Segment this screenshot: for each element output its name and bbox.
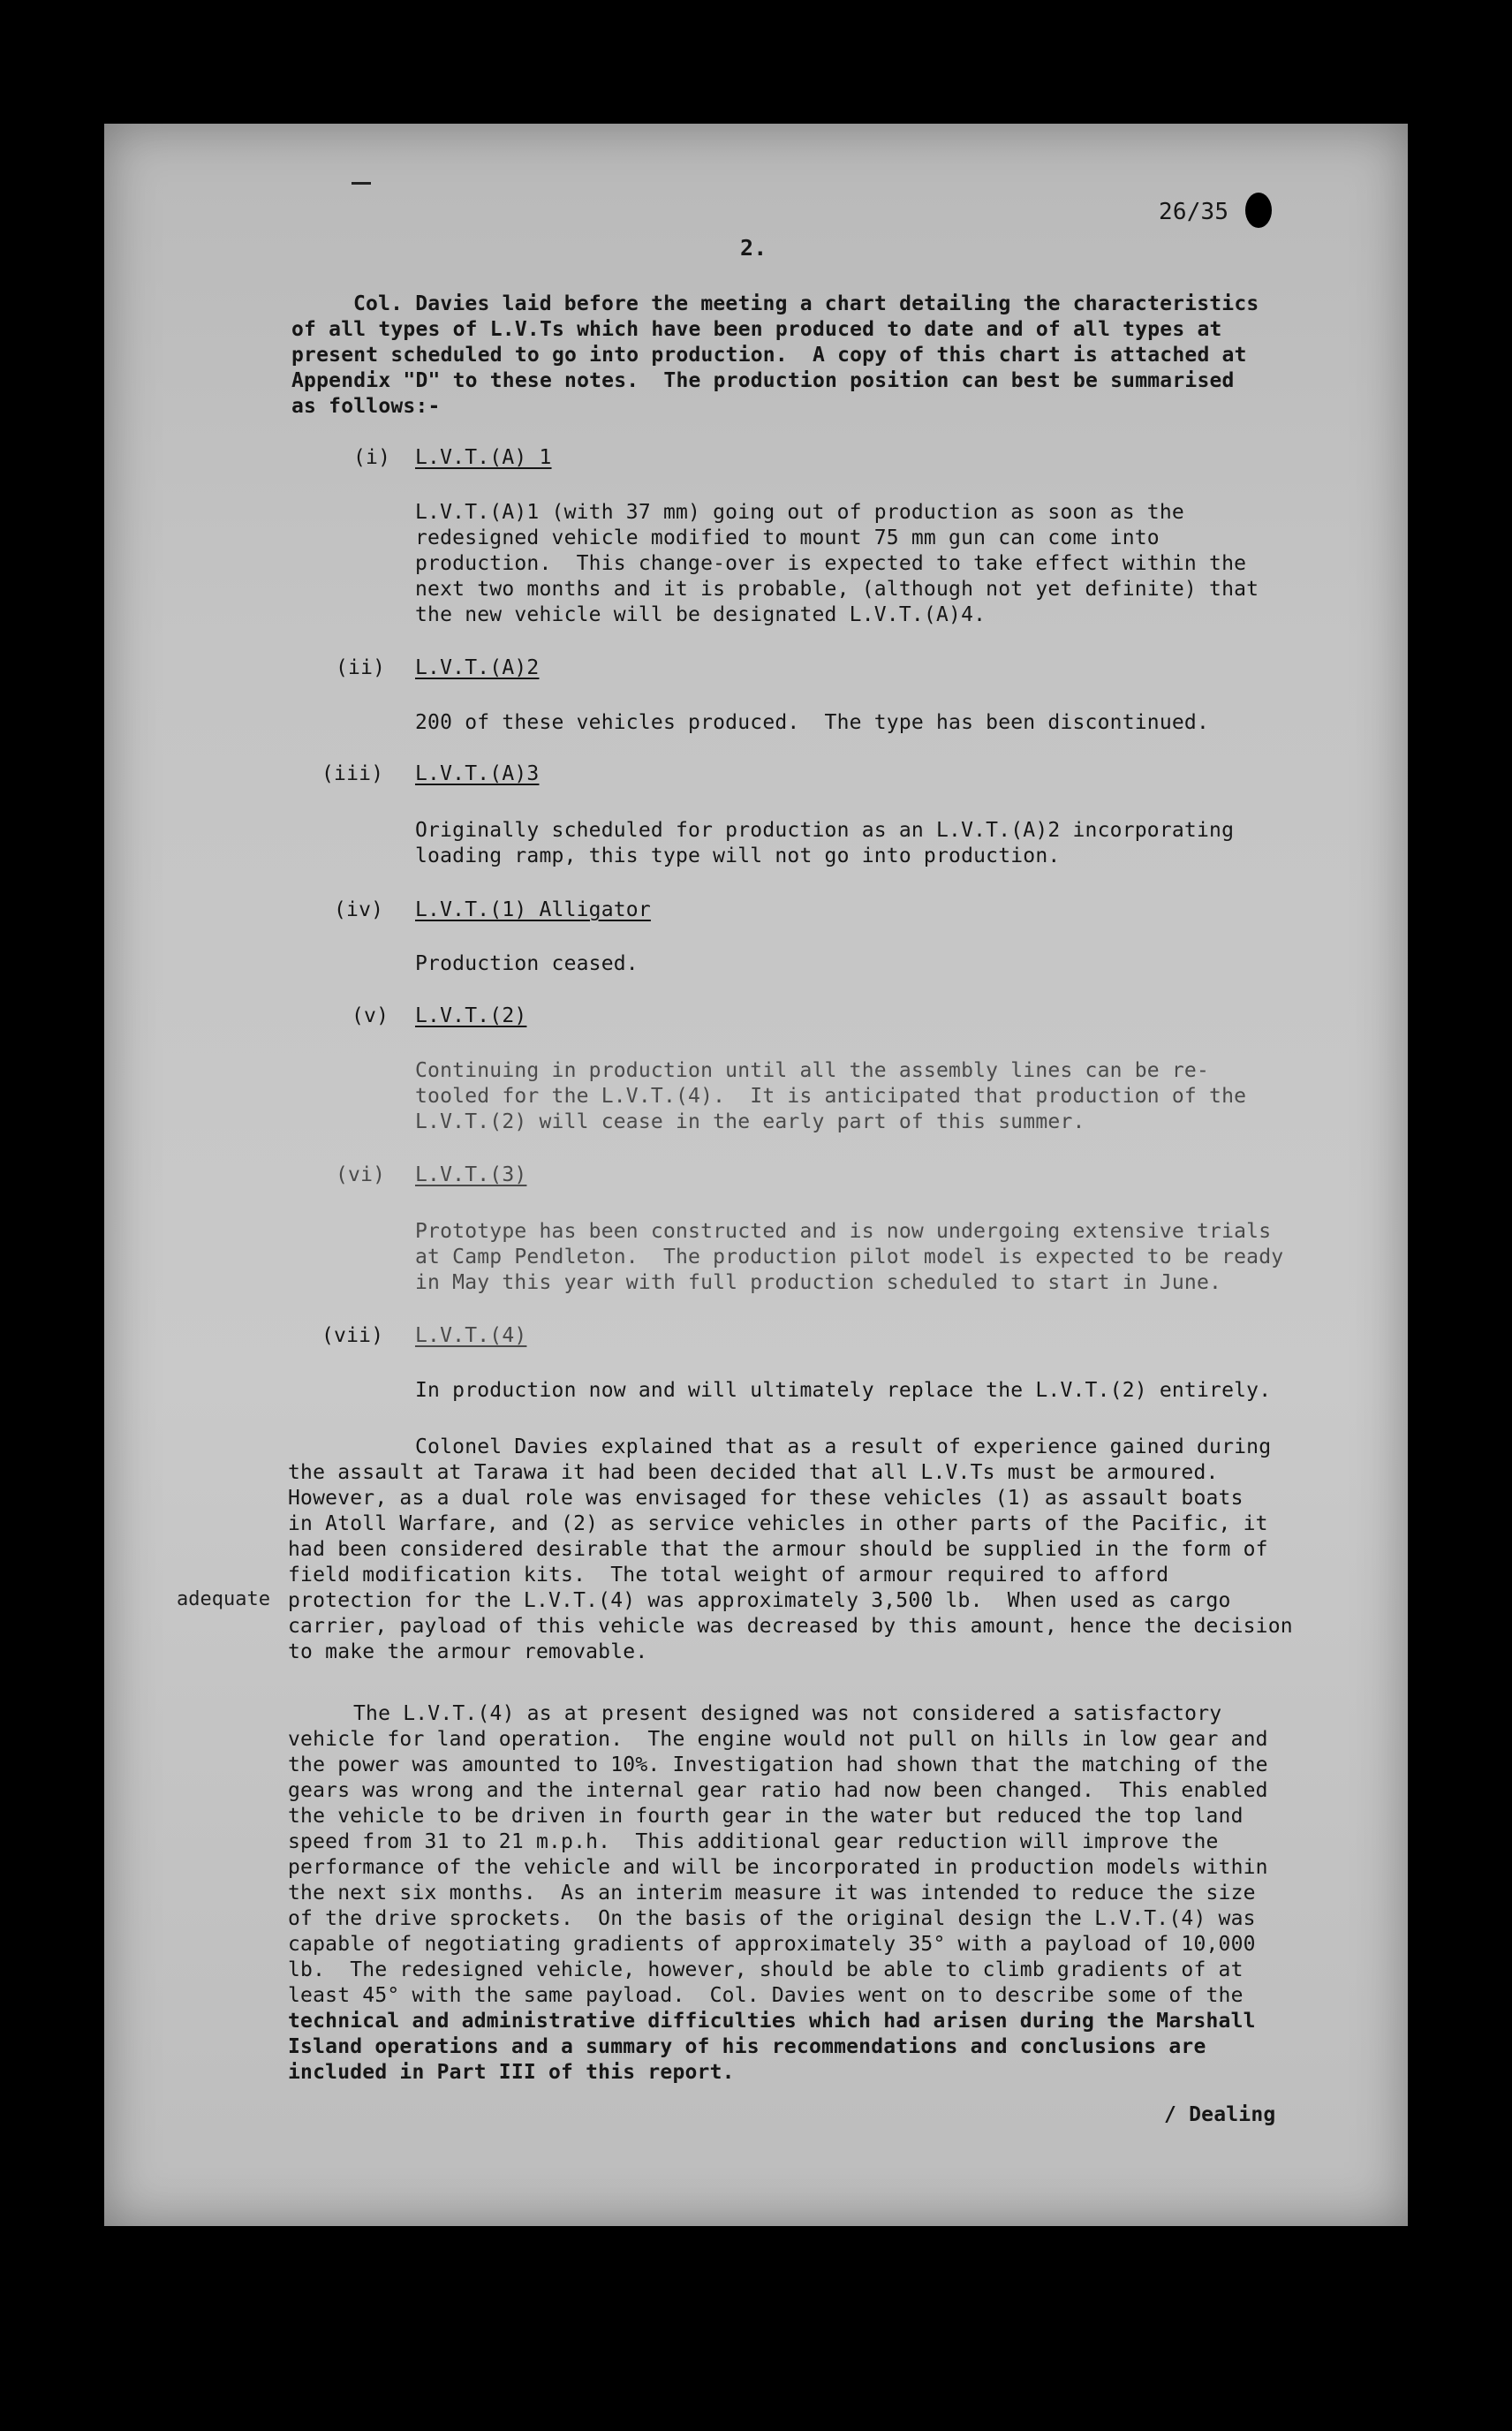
paragraph-line: capable of negotiating gradients of approximately 35° with a payload of 10,000 — [288, 1933, 1256, 1956]
item-title: L.V.T.(1) Alligator — [415, 898, 651, 921]
item-body-line: 200 of these vehicles produced. The type has been discontinued. — [415, 711, 1210, 734]
intro-line: of all types of L.V.Ts which have been produced to date and of all types at — [291, 318, 1222, 341]
paragraph-line: Island operations and a summary of his recommendations and conclusions are — [288, 2035, 1206, 2058]
paragraph-line: the assault at Tarawa it had been decided that all L.V.Ts must be armoured. — [288, 1461, 1219, 1484]
item-title: L.V.T.(3) — [415, 1163, 527, 1186]
item-body-line: Prototype has been constructed and is now undergoing extensive trials — [415, 1220, 1272, 1243]
paragraph-line: in Atoll Warfare, and (2) as service vehicles in other parts of the Pacific, it — [288, 1512, 1268, 1535]
item-body-line: Originally scheduled for production as an L.V.T.(A)2 incorporating — [415, 819, 1235, 842]
item-body-line: loading ramp, this type will not go into production. — [415, 844, 1061, 867]
item-number: (vii) — [321, 1324, 384, 1347]
paragraph-line: However, as a dual role was envisaged for these vehicles (1) as assault boats — [288, 1487, 1244, 1510]
item-title: L.V.T.(A)3 — [415, 762, 540, 785]
paragraph-line: least 45° with the same payload. Col. Davies went on to describe some of the — [288, 1984, 1244, 2007]
folio-number: 26/35 — [1159, 199, 1229, 225]
item-body-line: Production ceased. — [415, 952, 639, 975]
paragraph-line: performance of the vehicle and will be incorporated in production models within — [288, 1856, 1268, 1879]
item-body-line: L.V.T.(A)1 (with 37 mm) going out of production as soon as the — [415, 501, 1184, 524]
item-number: (iv) — [334, 898, 384, 921]
item-body-line: In production now and will ultimately replace the L.V.T.(2) entirely. — [415, 1379, 1272, 1402]
paragraph-line: field modification kits. The total weight of armour required to afford — [288, 1564, 1169, 1587]
item-body-line: at Camp Pendleton. The production pilot model is expected to be ready — [415, 1246, 1284, 1269]
paragraph-line: of the drive sprockets. On the basis of the original design the L.V.T.(4) was — [288, 1907, 1256, 1930]
paragraph-line: gears was wrong and the internal gear ratio had now been changed. This enabled — [288, 1779, 1268, 1802]
paragraph-line: vehicle for land operation. The engine would not pull on hills in low gear and — [288, 1728, 1268, 1751]
paragraph-line: the power was amounted to 10%. Investigation had shown that the matching of the — [288, 1753, 1268, 1776]
item-number: (i) — [353, 446, 391, 469]
item-body-line: production. This change-over is expected to take effect within the — [415, 552, 1247, 575]
paragraph-line: included in Part III of this report. — [288, 2061, 735, 2084]
item-body-line: redesigned vehicle modified to mount 75 mm gun can come into — [415, 526, 1160, 549]
item-body-line: the new vehicle will be designated L.V.T.(A)4. — [415, 603, 987, 626]
punch-hole — [1245, 193, 1272, 228]
intro-line: as follows:- — [291, 395, 441, 418]
paragraph-line: speed from 31 to 21 m.p.h. This additional gear reduction will improve the — [288, 1830, 1219, 1853]
paragraph-line: carrier, payload of this vehicle was decreased by this amount, hence the decision — [288, 1615, 1293, 1638]
item-body-line: Continuing in production until all the assembly lines can be re- — [415, 1059, 1210, 1082]
paragraph-line: lb. The redesigned vehicle, however, should be able to climb gradients of at — [288, 1958, 1244, 1981]
item-number: (ii) — [336, 656, 386, 679]
page-number: 2. — [740, 235, 767, 261]
item-title: L.V.T.(2) — [415, 1004, 527, 1027]
item-body-line: next two months and it is probable, (although not yet definite) that — [415, 578, 1259, 601]
paragraph-line: technical and administrative difficulties which had arisen during the Marshall — [288, 2010, 1256, 2033]
item-number: (iii) — [321, 762, 384, 785]
item-body-line: L.V.T.(2) will cease in the early part of this summer. — [415, 1110, 1085, 1133]
intro-line: Appendix "D" to these notes. The production position can best be summarised — [291, 369, 1235, 392]
paragraph-line: protection for the L.V.T.(4) was approximately 3,500 lb. When used as cargo — [288, 1589, 1231, 1612]
item-title: L.V.T.(A) 1 — [415, 446, 552, 469]
intro-line: present scheduled to go into production. A copy of this chart is attached at — [291, 344, 1247, 367]
paragraph-line: Colonel Davies explained that as a result of experience gained during — [415, 1435, 1272, 1458]
margin-insertion-note: adequate — [177, 1588, 270, 1610]
item-title: L.V.T.(A)2 — [415, 656, 540, 679]
paragraph-line: the next six months. As an interim measure it was intended to reduce the size — [288, 1882, 1256, 1905]
item-title: L.V.T.(4) — [415, 1324, 527, 1347]
top-mark — [352, 182, 371, 185]
paragraph-line: to make the armour removable. — [288, 1640, 648, 1663]
paragraph-line: the vehicle to be driven in fourth gear in the water but reduced the top land — [288, 1805, 1244, 1828]
paragraph-line: had been considered desirable that the armour should be supplied in the form of — [288, 1538, 1268, 1561]
item-number: (vi) — [336, 1163, 386, 1186]
item-number: (v) — [352, 1004, 389, 1027]
paragraph-line: The L.V.T.(4) as at present designed was not considered a satisfactory — [353, 1702, 1222, 1725]
item-body-line: in May this year with full production scheduled to start in June. — [415, 1271, 1222, 1294]
intro-line: Col. Davies laid before the meeting a chart detailing the characteristics — [353, 292, 1259, 315]
catchword: / Dealing — [1164, 2103, 1276, 2126]
item-body-line: tooled for the L.V.T.(4). It is anticipated that production of the — [415, 1085, 1247, 1108]
